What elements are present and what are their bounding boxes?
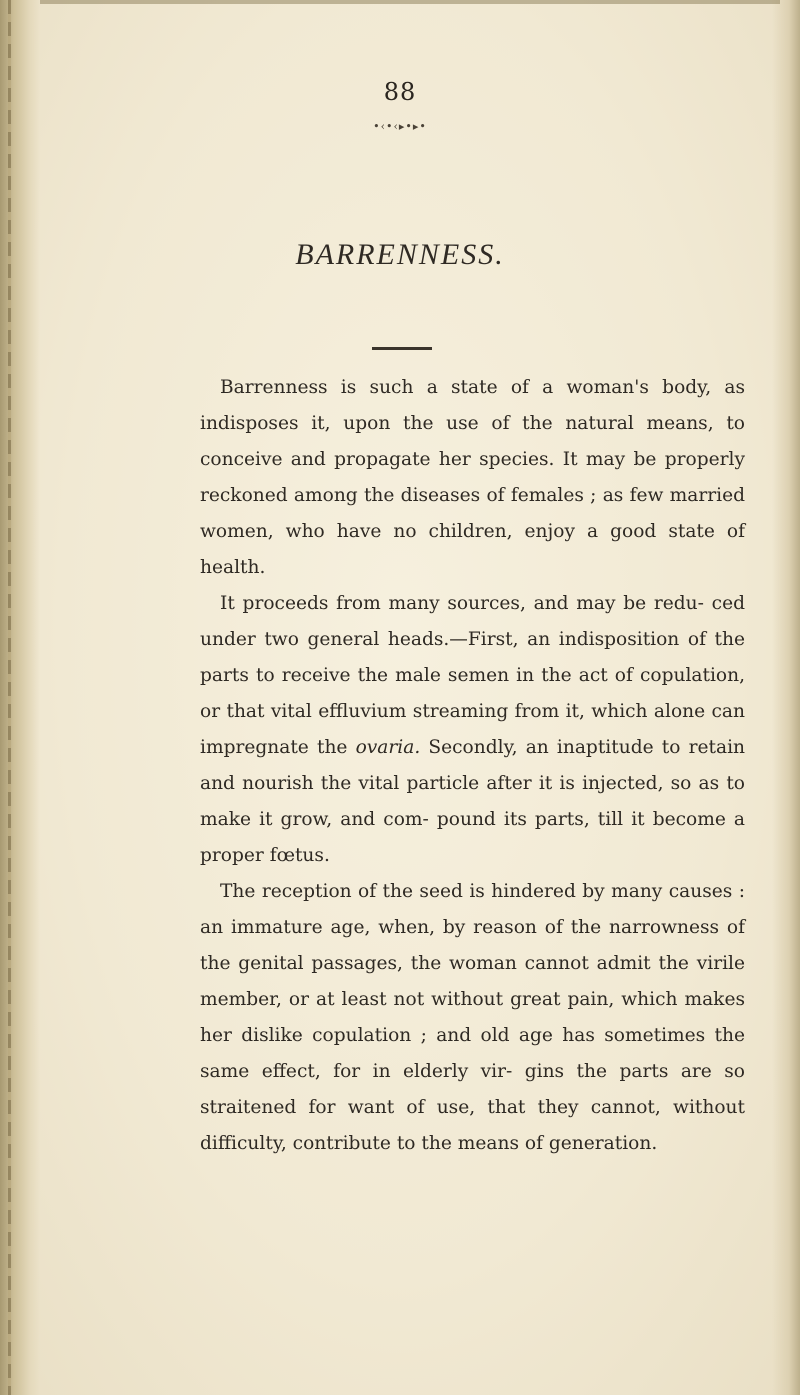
chapter-title: BARRENNESS.	[295, 238, 505, 271]
binding-gutter	[0, 0, 40, 1395]
paragraph-1: Barrenness is such a state of a woman's body, as indisposes it, upon the use of the natural means, to conceive and propagate her species. It may be properly reckoned among the diseases of females ; as few married women, who have no children, enjoy a good state of health.	[200, 377, 745, 578]
paragraph-3: The reception of the seed is hindered by many causes : an immature age, when, by reason of the narrowness of the genital passages, the woman cannot admit the virile member, or at least not without great pain, which makes her dislike copulation ; and old age has sometimes the same effect, for in elderly vir- gins the parts are so straitened for want of use, that they cannot, without difficulty, contribute to the means of generation.	[200, 881, 745, 1154]
top-edge-shadow	[40, 0, 780, 4]
paragraph-2-emphasis: ovaria.	[355, 737, 421, 758]
title-rule-divider	[372, 347, 432, 350]
paragraph-2	[200, 586, 745, 874]
body-text	[200, 370, 745, 1162]
paragraph-2-part-1: It proceeds from many sources, and may be redu- ced under two general heads.—First, an indisposition of the parts to receive the male semen in the act of copulation, or that vital effluvium streaming from it, which alone can impregnate the	[200, 593, 745, 758]
page-number: 88	[383, 78, 417, 106]
page-edge-shadow	[772, 0, 800, 1395]
paragraph-2-part-2: Secondly, an inaptitude to retain and nourish the vital particle after it is injected, so as to make it grow, and com- pound its parts, till it become a proper fœtus.	[200, 737, 745, 866]
binding-stitch-line	[8, 0, 11, 1395]
header-ornament: •‹•‹▸•▸•	[373, 120, 427, 133]
